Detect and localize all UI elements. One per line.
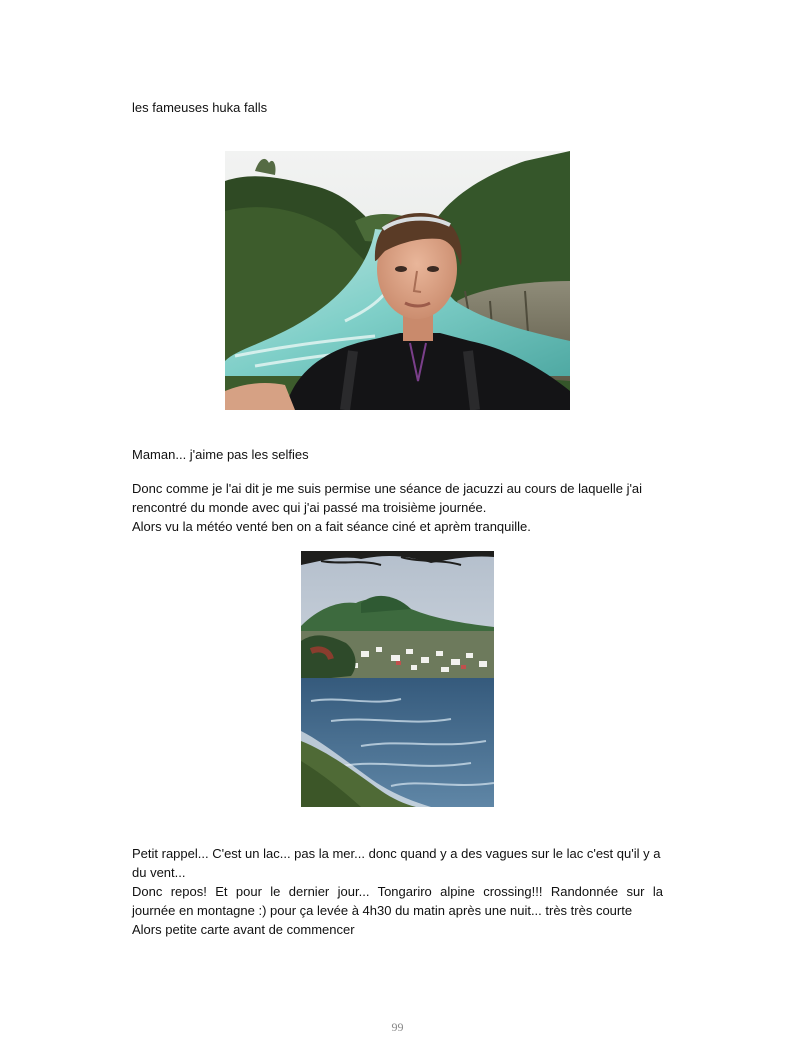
paragraph-jacuzzi-line-1: Donc comme je l'ai dit je me suis permise une séance de jacuzzi au cours de laquelle j'ai: [132, 481, 643, 496]
paragraph-rappel: [132, 844, 663, 939]
paragraph-rappel-line-1: Petit rappel... C'est un lac... pas la mer... donc quand y a des vagues sur le lac c'est qu'il y a: [132, 846, 661, 861]
caption-huka-falls: les fameuses huka falls: [132, 100, 268, 115]
paragraph-jacuzzi-line-3: Alors vu la météo venté ben on a fait séance ciné et aprèm tranquille.: [132, 519, 531, 534]
lake-town-image: [301, 551, 494, 807]
paragraph-jacuzzi-line-2: rencontré du monde avec qui j'ai passé ma troisième journée.: [132, 500, 487, 515]
paragraph-jacuzzi: [132, 479, 663, 536]
page-number: 99: [391, 1020, 404, 1034]
paragraph-rappel-line-2: du vent...: [132, 865, 186, 880]
paragraph-rappel-line-5: Alors petite carte avant de commencer: [132, 922, 355, 937]
caption-selfies: Maman... j'aime pas les selfies: [132, 447, 309, 462]
paragraph-rappel-line-4: journée en montagne :) pour ça levée à 4h30 du matin après une nuit... très très courte: [132, 903, 633, 918]
lake-town-photo: [301, 551, 494, 807]
selfie-waterfall-image: [225, 151, 570, 410]
paragraph-rappel-line-3: Donc repos! Et pour le dernier jour... Tongariro alpine crossing!!! Randonnée sur la: [132, 884, 663, 899]
selfie-waterfall-photo: [225, 151, 570, 410]
